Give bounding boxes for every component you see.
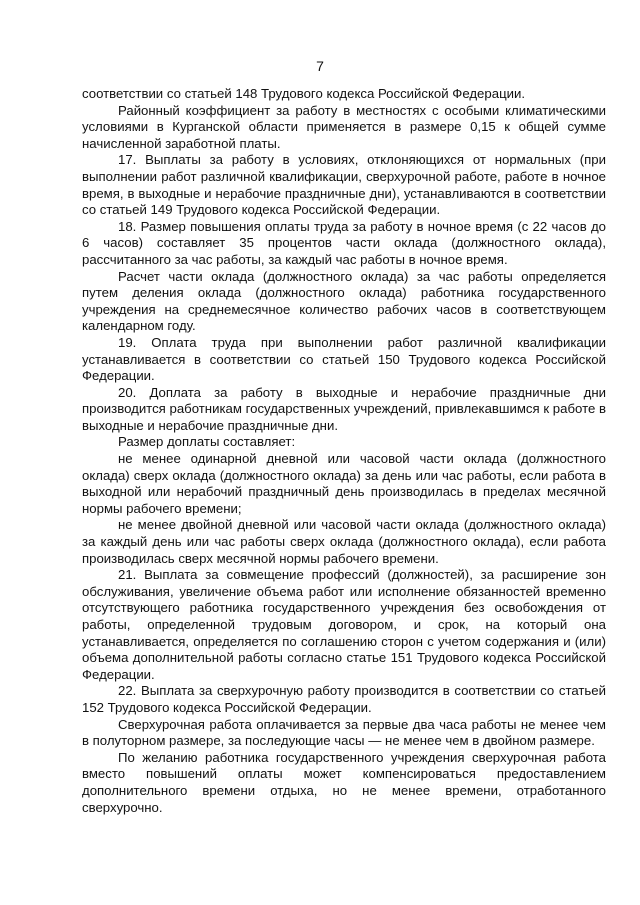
document-body (82, 86, 606, 816)
paragraph-overtime-rates: Сверхурочная работа оплачивается за первые два часа работы не менее чем в полуторном размере, за последующие часы — не менее чем в двойном размере. (82, 716, 606, 749)
paragraph-single-rate: не менее одинарной дневной или часовой части оклада (должностного оклада) сверх оклада (должностного оклада) за день или час работы, если работа в выходной или нерабочий праздничный день производилась в пределах месячной нормы рабочего времени; (82, 451, 606, 516)
paragraph-item-17: 17. Выплаты за работу в условиях, отклоняющихся от нормальных (при выполнении работ различной квалификации, сверхурочной работе, работе в ночное время, в выходные и нерабочие праздничные дни), устанавливаются в соответствии со статьей 149 Трудового кодекса Российской Федерации. (82, 152, 606, 218)
paragraph-continuation: соответствии со статьей 148 Трудового кодекса Российской Федерации. (82, 86, 526, 101)
paragraph-regional-coefficient: Районный коэффициент за работу в местностях с особыми климатическими условиями в Курганской области применяется в размере 0,15 к общей сумме начисленной заработной платы. (82, 102, 606, 151)
paragraph-double-rate: не менее двойной дневной или часовой части оклада (должностного оклада) за каждый день или час работы сверх оклада (должностного оклада), если работа производилась сверх месячной нормы рабочего времени. (82, 517, 606, 566)
paragraph-overtime-compensation: По желанию работника государственного учреждения сверхурочная работа вместо повышений оплаты может компенсироваться предоставлением дополнительного времени отдыха, но не менее времени, отработанного сверхурочно. (82, 749, 606, 815)
paragraph-item-19: 19. Оплата труда при выполнении работ различной квалификации устанавливается в соответствии со статьей 150 Трудового кодекса Российской Федерации. (82, 334, 606, 384)
paragraph-hourly-calculation: Расчет части оклада (должностного оклада) за час работы определяется путем деления оклада (должностного оклада) работника государственного учреждения на среднемесячное количество рабочих часов в соответствующем календарном году. (82, 268, 606, 334)
paragraph-item-20: 20. Доплата за работу в выходные и нерабочие праздничные дни производится работникам государственных учреждений, привлекавшимся к работе в выходные и нерабочие праздничные дни. (82, 384, 606, 433)
paragraph-item-21: 21. Выплата за совмещение профессий (должностей), за расширение зон обслуживания, увеличение объема работ или исполнение обязанностей временно отсутствующего работника государственного учреждения без освобождения от работы, определенной трудовым договором, и срок, на который она устанавливается, определяется по соглашению сторон с учетом содержания и (или) объема дополнительной работы согласно статье 151 Трудового кодекса Российской Федерации. (82, 567, 606, 682)
page-number: 7 (316, 58, 324, 74)
paragraph-item-22: 22. Выплата за сверхурочную работу производится в соответствии со статьей 152 Трудового кодекса Российской Федерации. (82, 683, 606, 715)
paragraph-item-18: 18. Размер повышения оплаты труда за работу в ночное время (с 22 часов до 6 часов) составляет 35 процентов части оклада (должностного оклада), рассчитанного за час работы, за каждый час работы в ночное время. (82, 218, 606, 267)
paragraph-payment-size: Размер доплаты составляет: (118, 434, 296, 450)
